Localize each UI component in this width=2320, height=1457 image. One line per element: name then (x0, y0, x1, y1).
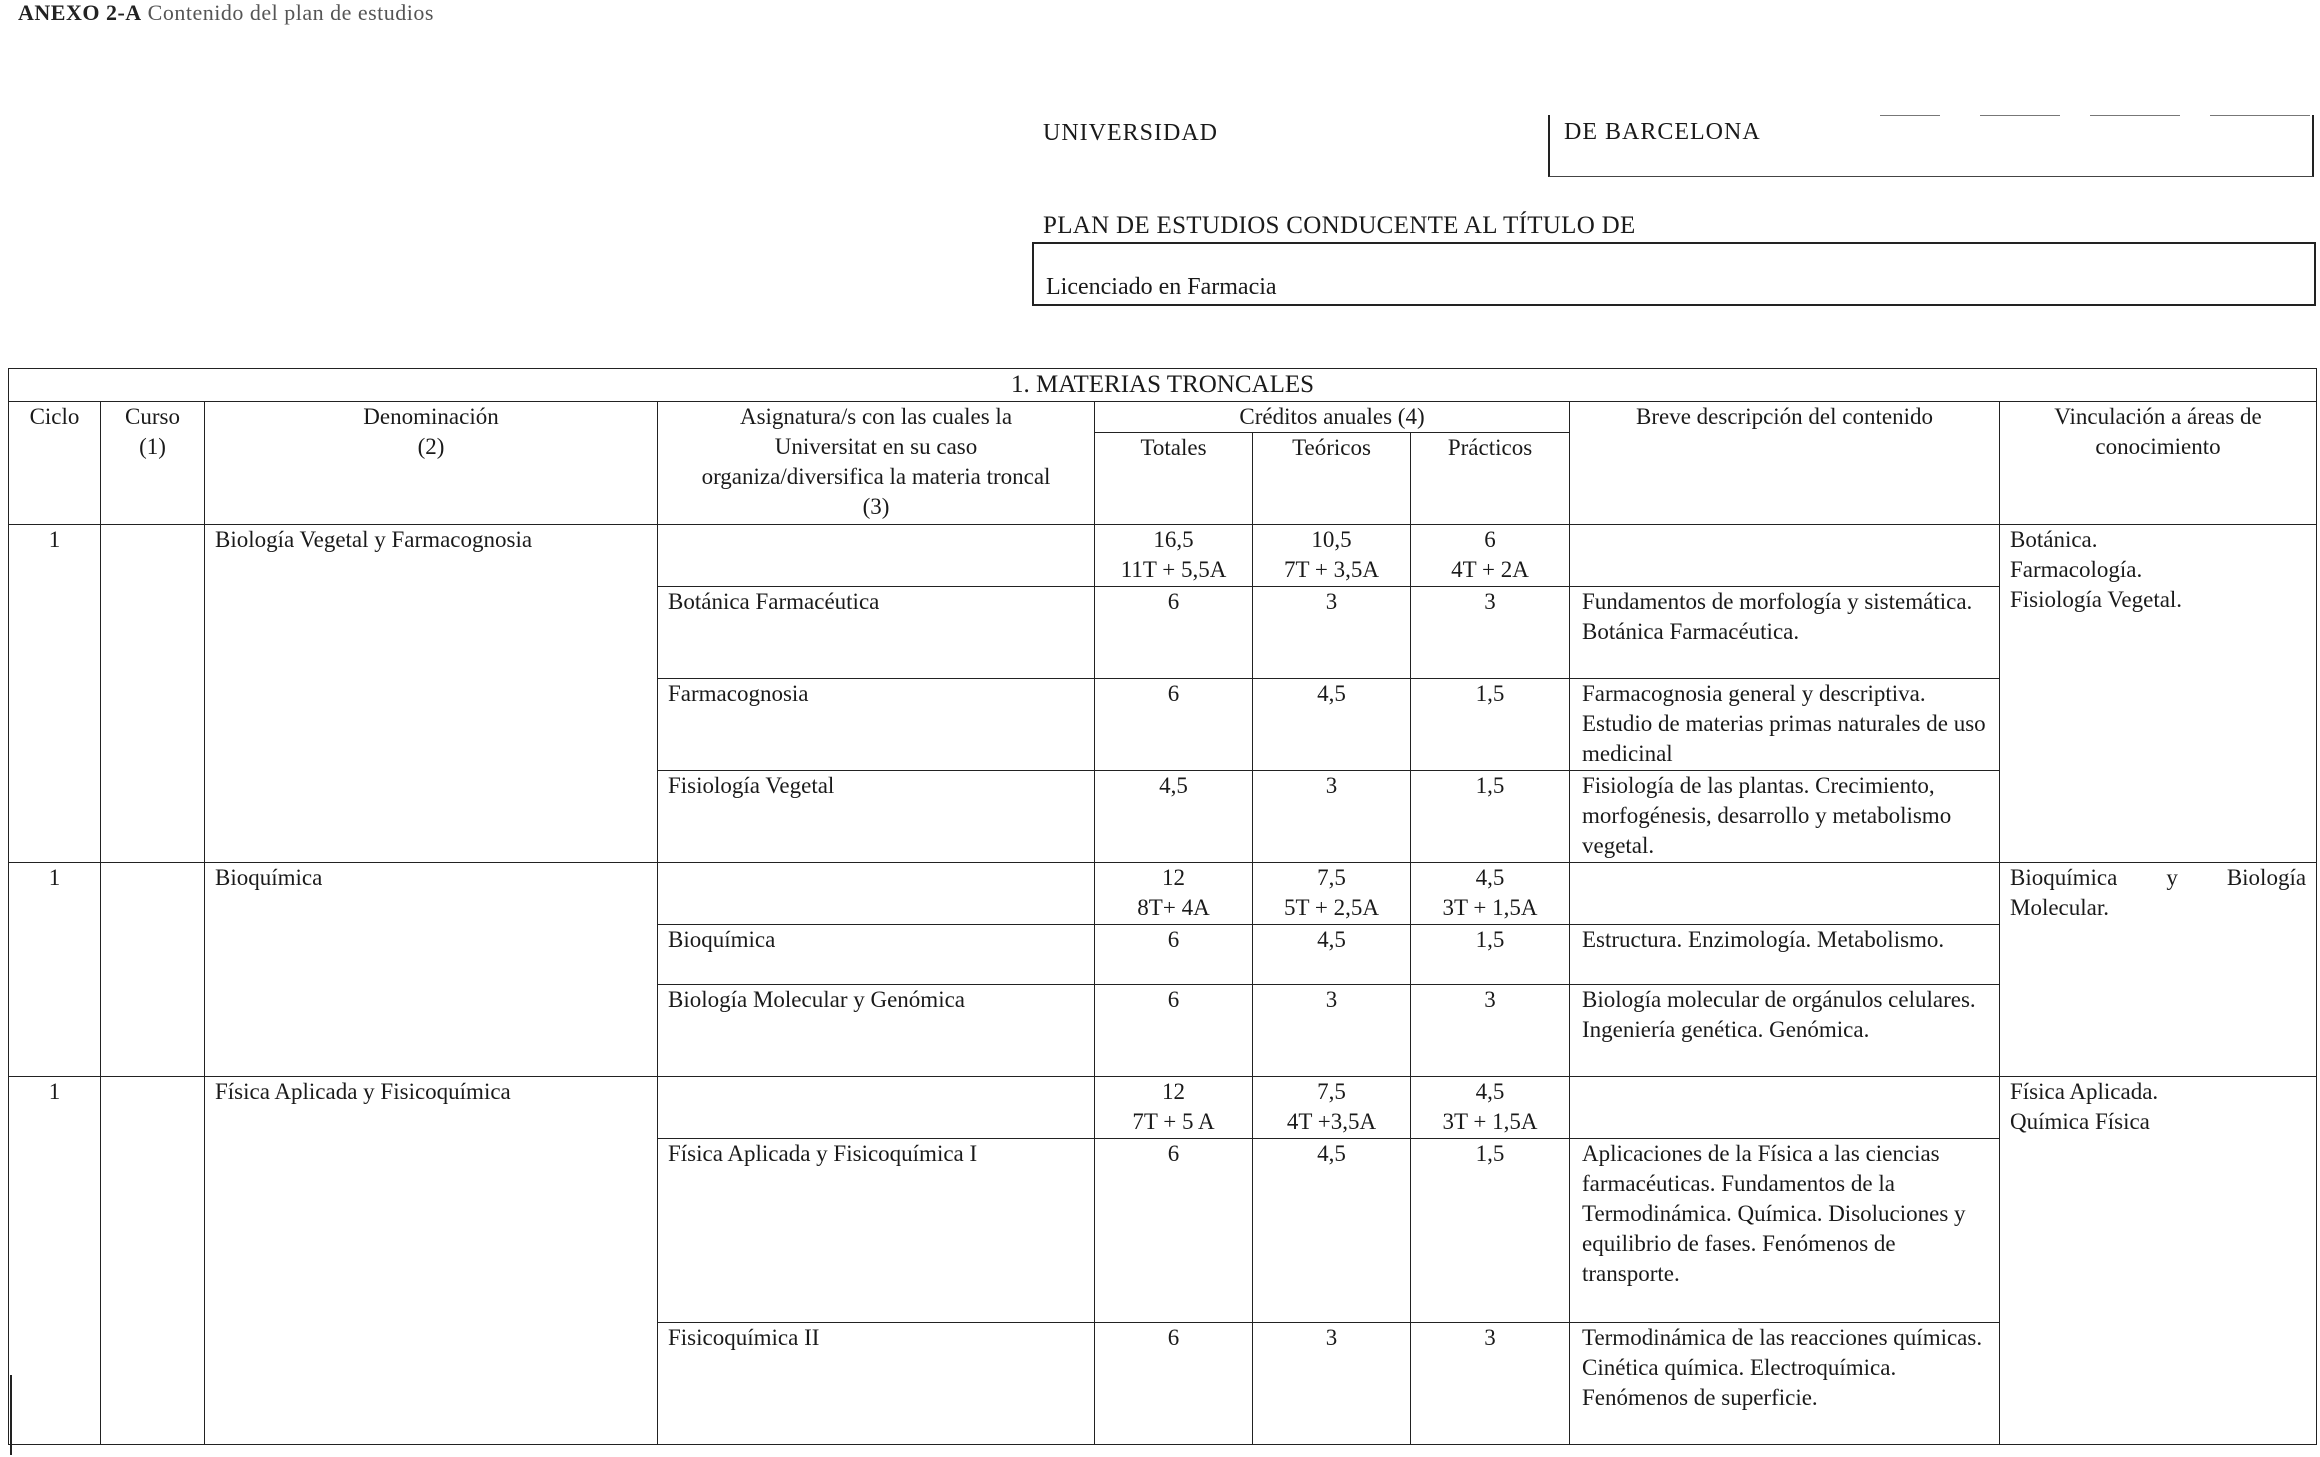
plan-label: PLAN DE ESTUDIOS CONDUCENTE AL TÍTULO DE (1043, 212, 1636, 239)
table-title: 1. MATERIAS TRONCALES (9, 369, 2317, 402)
teoricos-cell: 7,5 5T + 2,5A (1253, 863, 1411, 925)
totales-value: 6 (1095, 985, 1253, 1077)
descripcion-text: Termodinámica de las reacciones químicas. Cinética química. Electroquímica. Fenómenos de superficie. (1570, 1323, 2000, 1445)
curso-cell (101, 525, 205, 863)
descripcion-text: Farmacognosia general y descriptiva. Estudio de materias primas naturales de uso medicinal (1570, 679, 2000, 771)
teoricos-value: 3 (1253, 985, 1411, 1077)
practicos-value: 1,5 (1411, 1139, 1570, 1323)
col-ciclo: Ciclo (9, 402, 101, 525)
descripcion-cell (1570, 863, 2000, 925)
descripcion-cell (1570, 1077, 2000, 1139)
annex-heading (18, 0, 434, 26)
totales-value: 6 (1095, 679, 1253, 771)
materia-row (9, 525, 2317, 587)
teoricos-value: 3 (1253, 587, 1411, 679)
totales-cell: 16,5 11T + 5,5A (1095, 525, 1253, 587)
denominacion-cell: Biología Vegetal y Farmacognosia (205, 525, 658, 863)
descripcion-text: Biología molecular de orgánulos celulares. Ingeniería genética. Genómica. (1570, 985, 2000, 1077)
asignatura-name: Botánica Farmacéutica (658, 587, 1095, 679)
practicos-value: 1,5 (1411, 771, 1570, 863)
practicos-cell: 4,5 3T + 1,5A (1411, 863, 1570, 925)
col-descripcion: Breve descripción del contenido (1570, 402, 2000, 525)
asignatura-name: Biología Molecular y Genómica (658, 985, 1095, 1077)
asignatura-cell (658, 863, 1095, 925)
area-conocimiento: Bioquímica y Biología Molecular. (2010, 865, 2307, 920)
asignatura-name: Fisicoquímica II (658, 1323, 1095, 1445)
area-conocimiento: Botánica. (2010, 527, 2098, 552)
ciclo-cell: 1 (9, 525, 101, 863)
dash-rule (2090, 115, 2180, 116)
practicos-value: 3 (1411, 587, 1570, 679)
vinculacion-cell (2000, 525, 2317, 863)
teoricos-value: 4,5 (1253, 925, 1411, 985)
materia-row (9, 1077, 2317, 1139)
university-label: UNIVERSIDAD (1043, 120, 1218, 146)
margin-mark (10, 1375, 12, 1455)
vinculacion-cell (2000, 1077, 2317, 1445)
university-field (1548, 115, 2314, 177)
col-vinculacion: Vinculación a áreas de conocimiento (2000, 402, 2317, 525)
practicos-value: 3 (1411, 1323, 1570, 1445)
teoricos-value: 3 (1253, 771, 1411, 863)
teoricos-value: 4,5 (1253, 679, 1411, 771)
dash-rule (1880, 115, 1940, 116)
totales-cell: 12 8T+ 4A (1095, 863, 1253, 925)
annex-title: Contenido del plan de estudios (147, 0, 434, 25)
ciclo-cell: 1 (9, 1077, 101, 1445)
teoricos-cell: 7,5 4T +3,5A (1253, 1077, 1411, 1139)
troncales-table (8, 368, 2317, 1445)
practicos-cell: 4,5 3T + 1,5A (1411, 1077, 1570, 1139)
col-practicos: Prácticos (1411, 433, 1570, 525)
materia-row (9, 863, 2317, 925)
col-asignatura: Asignatura/s con las cuales la Universitat en su caso organiza/diversifica la materia troncal (3) (658, 402, 1095, 525)
totales-value: 4,5 (1095, 771, 1253, 863)
asignatura-name: Física Aplicada y Fisicoquímica I (658, 1139, 1095, 1323)
annex-number: ANEXO 2-A (18, 0, 142, 25)
teoricos-cell: 10,5 7T + 3,5A (1253, 525, 1411, 587)
dash-rule (1980, 115, 2060, 116)
practicos-cell: 6 4T + 2A (1411, 525, 1570, 587)
curso-cell (101, 1077, 205, 1445)
degree-value: Licenciado en Farmacia (1046, 274, 1277, 300)
denominacion-cell: Bioquímica (205, 863, 658, 1077)
asignatura-name: Farmacognosia (658, 679, 1095, 771)
col-denominacion: Denominación (2) (205, 402, 658, 525)
practicos-value: 3 (1411, 985, 1570, 1077)
totales-value: 6 (1095, 1139, 1253, 1323)
area-conocimiento: Farmacología. (2010, 557, 2143, 582)
practicos-value: 1,5 (1411, 679, 1570, 771)
totales-value: 6 (1095, 1323, 1253, 1445)
descripcion-cell (1570, 525, 2000, 587)
totales-value: 6 (1095, 587, 1253, 679)
descripcion-text: Estructura. Enzimología. Metabolismo. (1570, 925, 2000, 985)
teoricos-value: 3 (1253, 1323, 1411, 1445)
ciclo-cell: 1 (9, 863, 101, 1077)
area-conocimiento: Química Física (2010, 1109, 2150, 1134)
asignatura-cell (658, 1077, 1095, 1139)
col-totales: Totales (1095, 433, 1253, 525)
dash-rule (2210, 115, 2310, 116)
col-teoricos: Teóricos (1253, 433, 1411, 525)
area-conocimiento: Física Aplicada. (2010, 1079, 2159, 1104)
vinculacion-cell (2000, 863, 2317, 1077)
asignatura-name: Bioquímica (658, 925, 1095, 985)
university-value: DE BARCELONA (1564, 119, 1761, 145)
curso-cell (101, 863, 205, 1077)
descripcion-text: Aplicaciones de la Física a las ciencias farmacéuticas. Fundamentos de la Termodinámica. Química. Disoluciones y equilibrio de fases. Fenómenos de transporte. (1570, 1139, 2000, 1323)
teoricos-value: 4,5 (1253, 1139, 1411, 1323)
asignatura-cell (658, 525, 1095, 587)
descripcion-text: Fundamentos de morfología y sistemática. Botánica Farmacéutica. (1570, 587, 2000, 679)
degree-field (1032, 242, 2316, 306)
col-curso: Curso (1) (101, 402, 205, 525)
totales-cell: 12 7T + 5 A (1095, 1077, 1253, 1139)
asignatura-name: Fisiología Vegetal (658, 771, 1095, 863)
descripcion-text: Fisiología de las plantas. Crecimiento, morfogénesis, desarrollo y metabolismo vegetal. (1570, 771, 2000, 863)
col-creditos: Créditos anuales (4) (1095, 402, 1570, 433)
area-conocimiento: Fisiología Vegetal. (2010, 587, 2183, 612)
practicos-value: 1,5 (1411, 925, 1570, 985)
totales-value: 6 (1095, 925, 1253, 985)
denominacion-cell: Física Aplicada y Fisicoquímica (205, 1077, 658, 1445)
